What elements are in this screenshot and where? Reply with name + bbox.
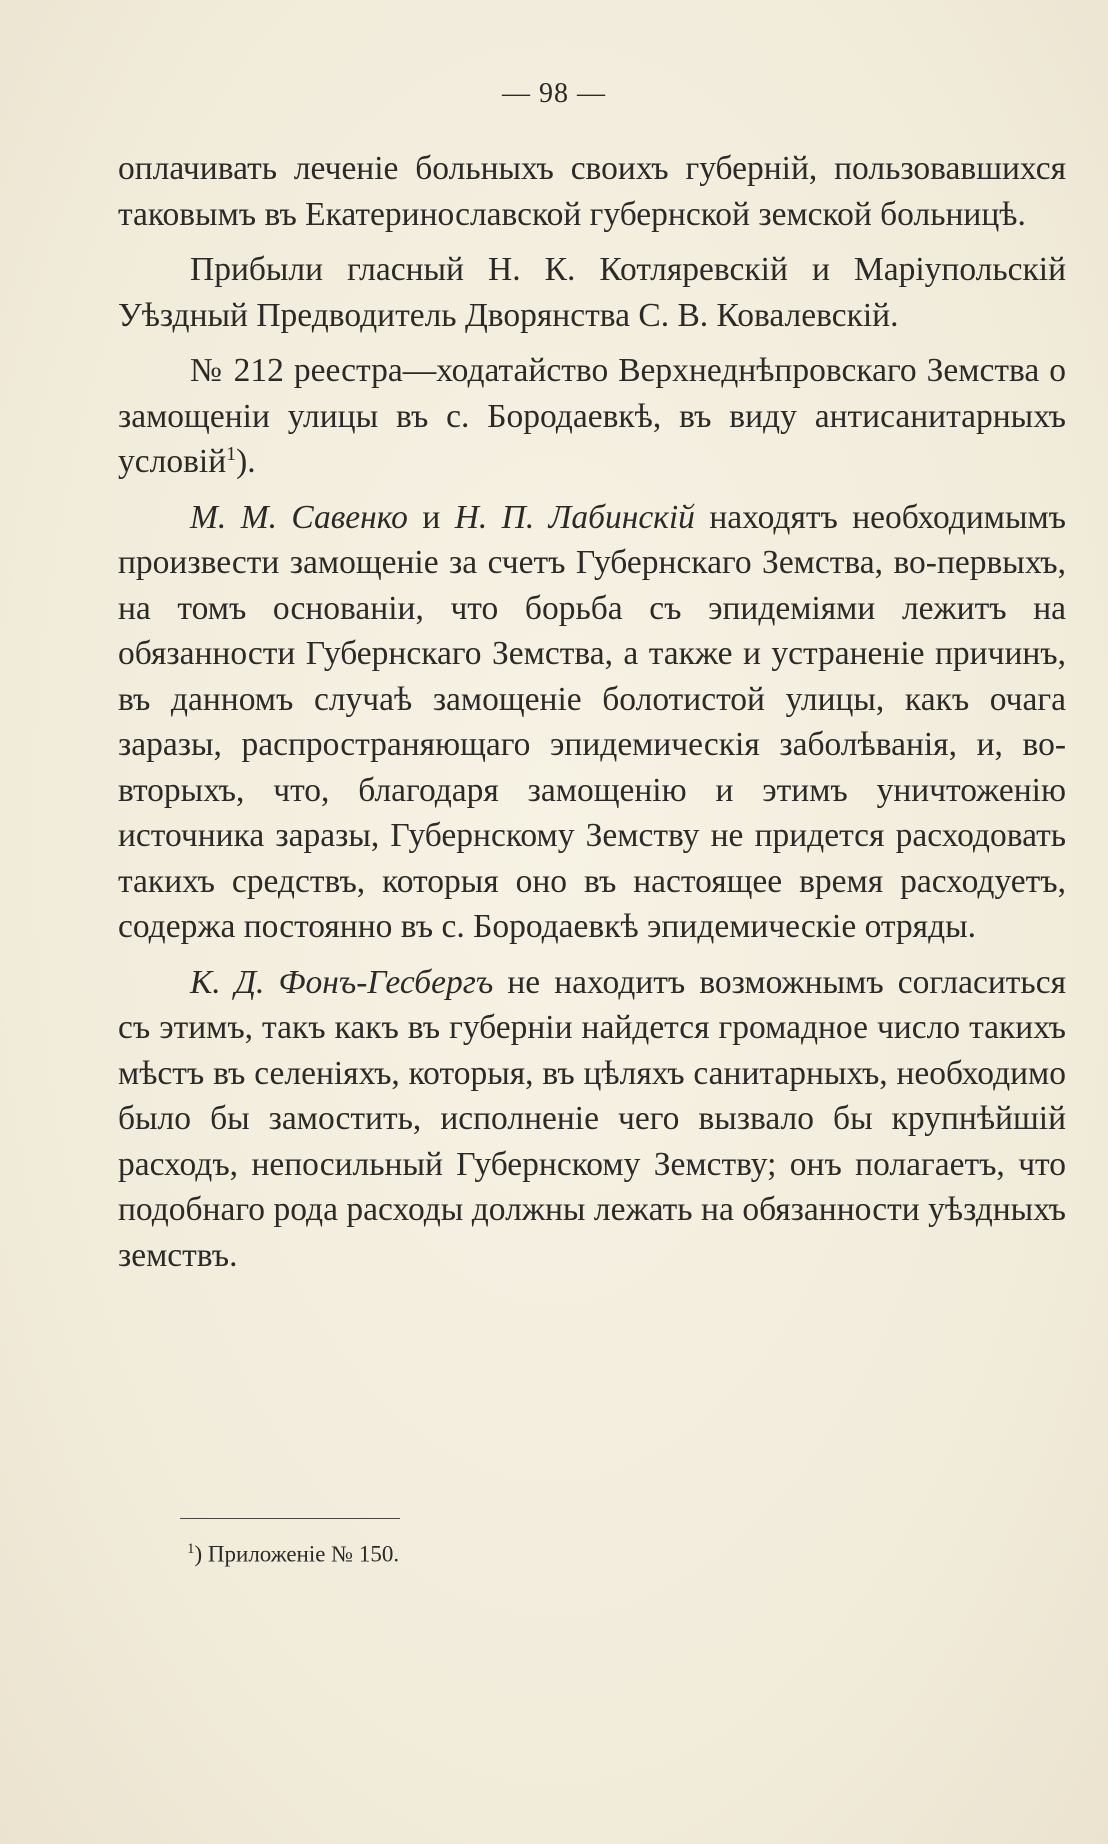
- footnote-reference: 1: [226, 442, 237, 465]
- speaker-name-labinsky: Н. П. Лабинскій: [454, 498, 695, 536]
- paragraph-4-text: находятъ необходимымъ произвести замощеніе за счетъ Губернскаго Земства, во-первыхъ, на томъ основаніи, что борьба съ эпидеміями лежитъ на обязанности Губернскаго Земства, а также и устраненіе причинъ, въ данномъ случаѣ замощеніе болотистой улицы, какъ очага заразы, распространяющаго эпидемическія заболѣванія, и, во-вторыхъ, что, благодаря замощенію и этимъ уничтоженію источника заразы, Губернскому Земству не придется расходовать такихъ средствъ, которыя оно въ настоящее время расходуетъ, содержа постоянно въ с. Бородаевкѣ эпидемическіе отряды.: [118, 498, 1067, 945]
- paragraph-1: оплачивать леченіе больныхъ своихъ губерній, пользовавшихся таковымъ въ Екатеринославской губернской земской больницѣ.: [118, 150, 1066, 233]
- body-text: [118, 146, 1066, 1288]
- conjunction: и: [407, 498, 455, 536]
- speaker-name-savenko: М. М. Савенко: [190, 498, 408, 536]
- paragraph-3: [118, 348, 1066, 485]
- paragraph-3-end: ).: [236, 443, 256, 480]
- paragraph-4: [118, 495, 1066, 950]
- footnote-text: ) Приложеніе № 150.: [194, 1541, 400, 1567]
- footnote-marker: 1: [187, 1541, 195, 1557]
- footnote: [187, 1535, 399, 1569]
- paragraph-3-text: № 212 реестра—ходатайство Верхнеднѣпровскаго Земства о замощеніи улицы въ с. Бородаевкѣ, въ виду антисанитарныхъ условій: [118, 352, 1066, 480]
- paragraph-5-text: не находитъ возможнымъ согласиться съ этимъ, такъ какъ въ губерніи найдется громадное число такихъ мѣстъ въ селеніяхъ, которыя, въ цѣляхъ санитарныхъ, необходимо было бы замостить, исполненіе чего вызвало бы крупнѣйшій расходъ, непосильный Губернскому Земству; онъ полагаетъ, что подобнаго рода расходы должны лежать на обязанности уѣздныхъ земствъ.: [118, 963, 1066, 1274]
- speaker-name-gesberg: К. Д. Фонъ-Гесбергъ: [190, 963, 494, 1001]
- paragraph-2: Прибыли гласный Н. К. Котляревскій и Маріупольскій Уѣздный Предводитель Дворянства С. В. Ковалевскій.: [118, 251, 1066, 334]
- paragraph-5: [118, 960, 1066, 1279]
- footnote-divider: [180, 1518, 400, 1519]
- page-number: — 98 —: [502, 78, 606, 109]
